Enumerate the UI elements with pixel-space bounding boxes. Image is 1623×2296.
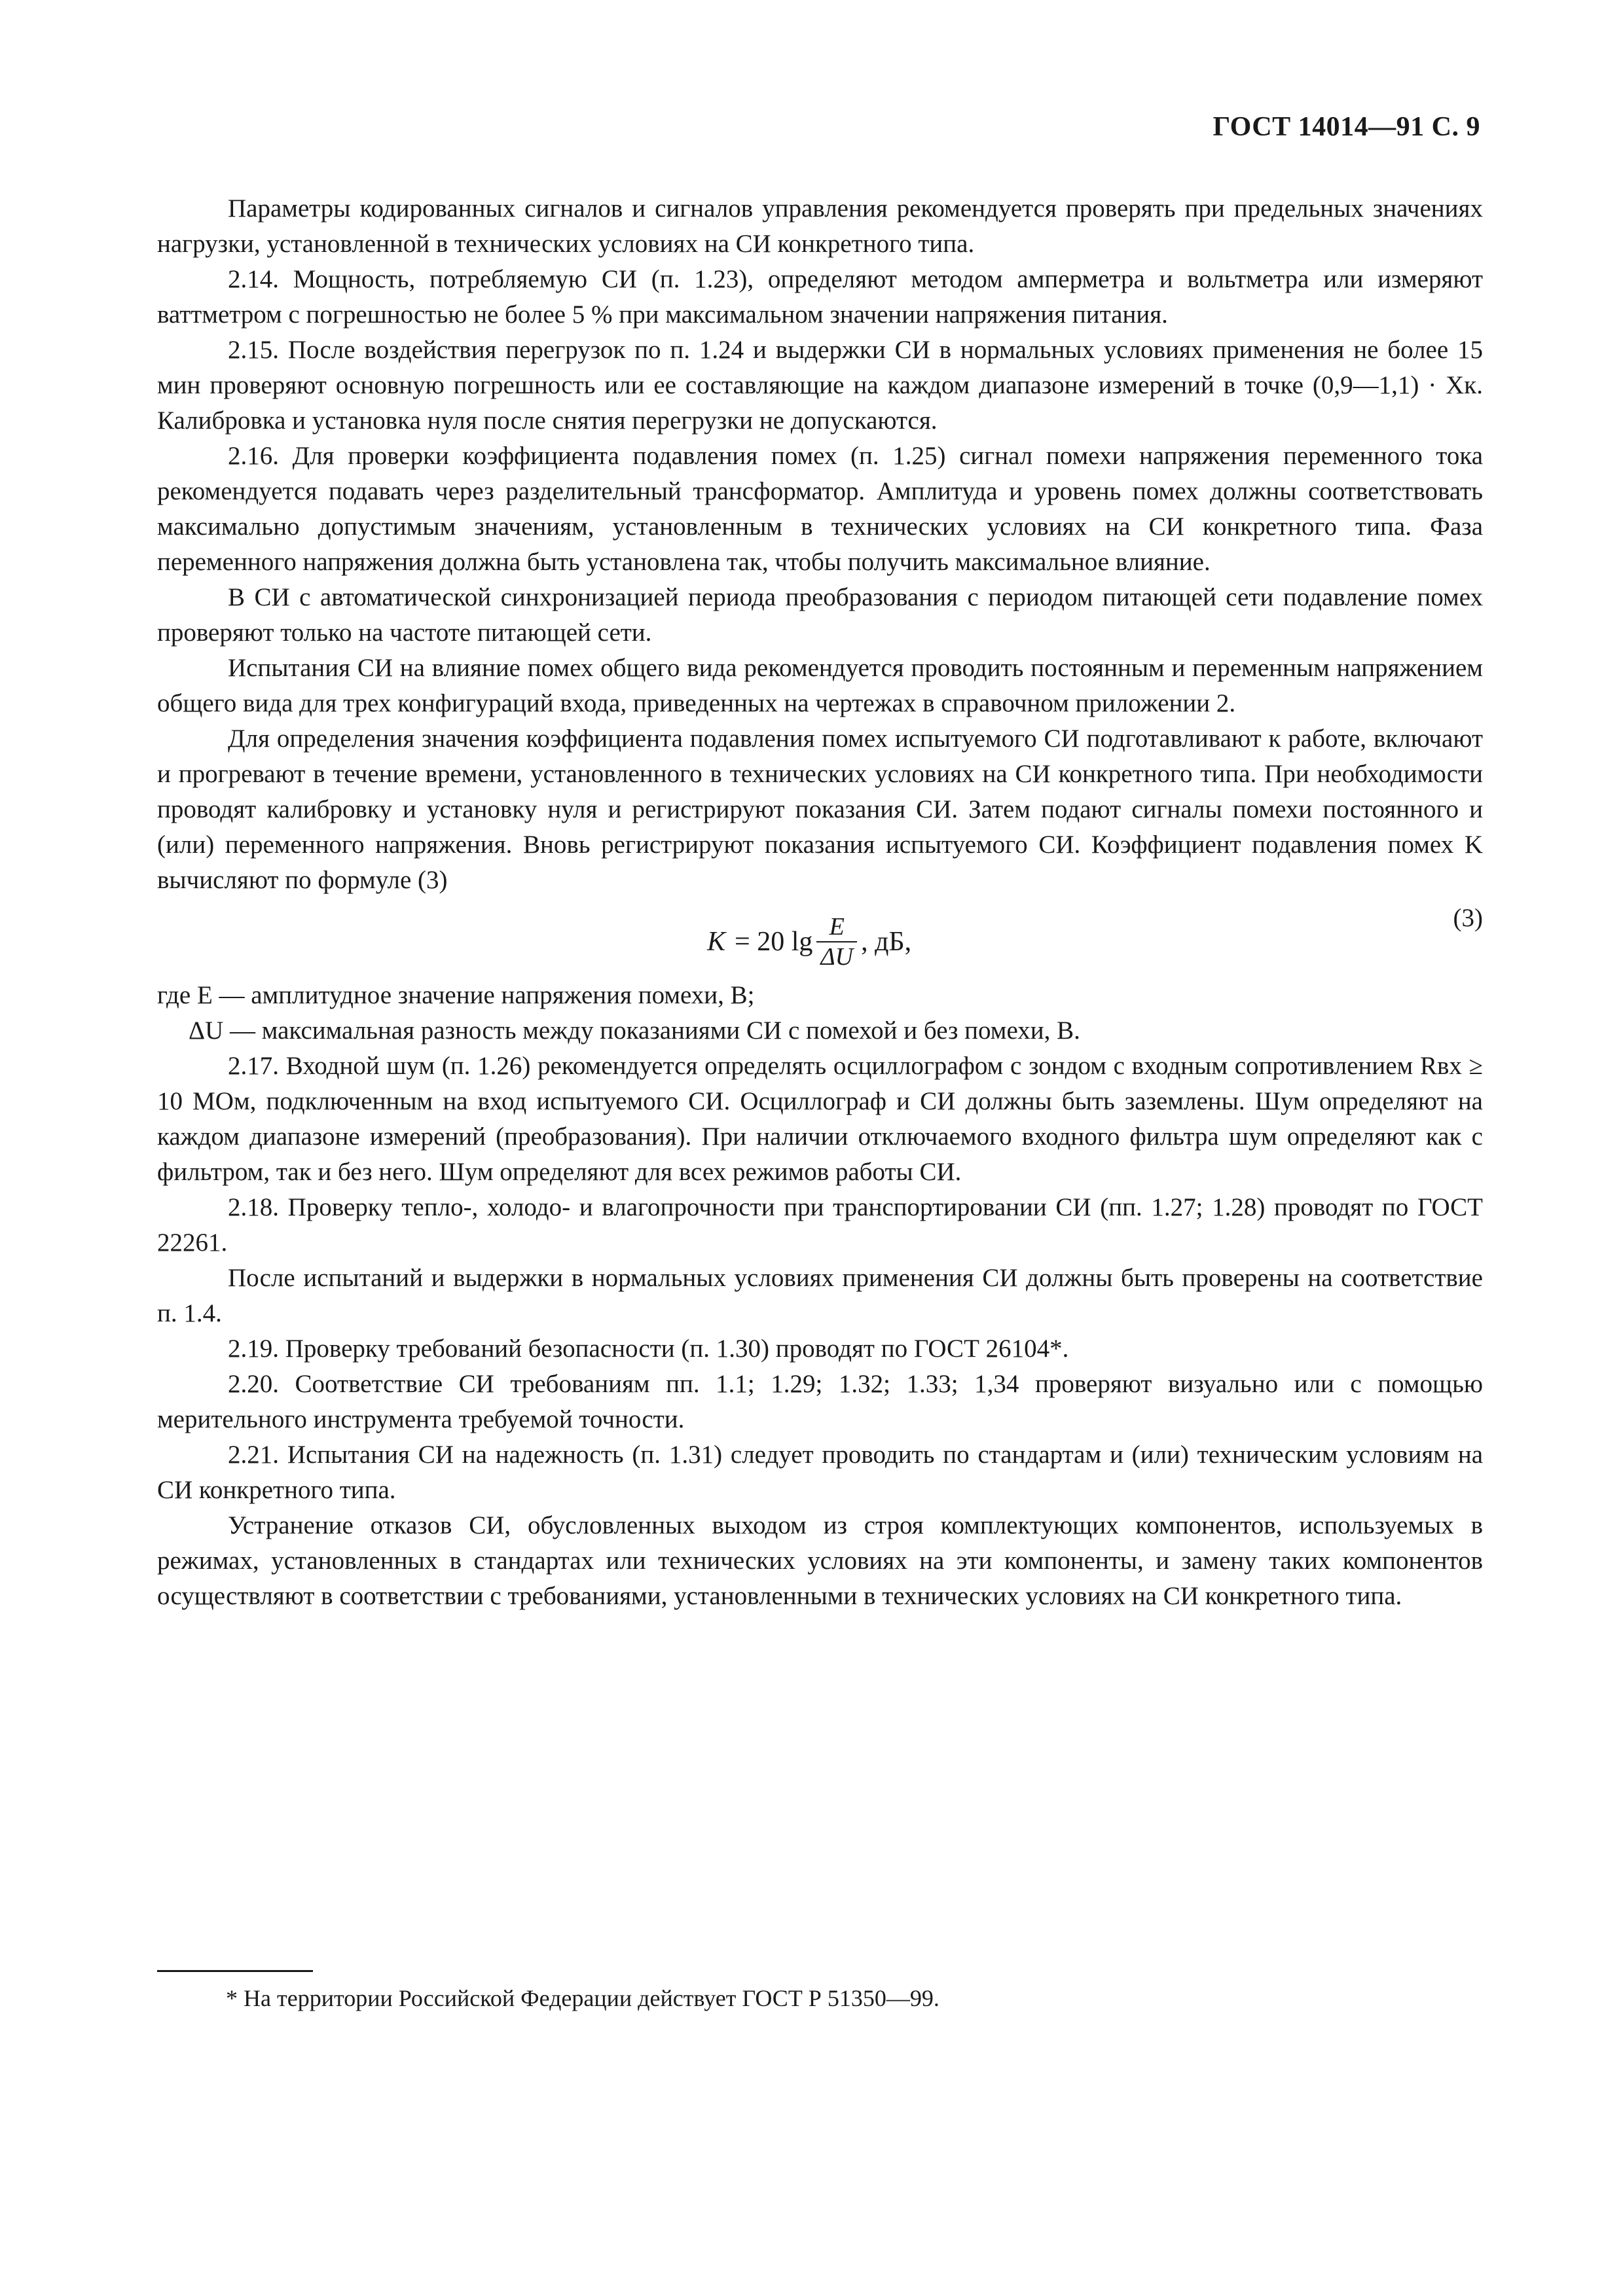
document-body (157, 191, 1483, 1614)
paragraph: Испытания СИ на влияние помех общего вида рекомендуется проводить постоянным и переменным напряжением общего вида для трех конфигураций входа, приведенных на чертежах в справочном приложении 2. (157, 654, 1483, 717)
paragraph-2-17: 2.17. Входной шум (п. 1.26) рекомендуется определять осциллографом с зондом с входным сопротивлением Rвх ≥ 10 МОм, подключенным на вход испытуемого СИ. Осциллограф и СИ должны быть заземлены. Шум определяют на каждом диапазоне измерений (преобразования). При наличии отключаемого входного фильтра шум определяют как с фильтром, так и без него. Шум определяют для всех режимов работы СИ. (157, 1052, 1483, 1186)
footnote: * На территории Российской Федерации действует ГОСТ Р 51350—99. (226, 1985, 939, 2011)
formula-lhs: K (707, 927, 726, 957)
where-block (157, 978, 1483, 1049)
footnote-divider (157, 1970, 313, 1972)
where-line: ΔU — максимальная разность между показаниями СИ с помехой и без помехи, В. (189, 1016, 1080, 1045)
formula-fraction (816, 912, 857, 971)
paragraph: После испытаний и выдержки в нормальных условиях применения СИ должны быть проверены на соответствие п. 1.4. (157, 1264, 1483, 1327)
paragraph: В СИ с автоматической синхронизацией периода преобразования с периодом питающей сети подавление помех проверяют только на частоте питающей сети. (157, 583, 1483, 647)
paragraph-2-20: 2.20. Соответствие СИ требованиям пп. 1.1; 1.29; 1.32; 1.33; 1,34 проверяют визуально или с помощью мерительного инструмента требуемой точности. (157, 1370, 1483, 1433)
formula-expression (707, 912, 911, 971)
where-line: где E — амплитудное значение напряжения помехи, В; (157, 981, 755, 1009)
paragraph-2-19: 2.19. Проверку требований безопасности (п. 1.30) проводят по ГОСТ 26104*. (228, 1335, 1069, 1363)
formula-unit: , дБ, (861, 927, 912, 957)
page-header: ГОСТ 14014—91 С. 9 (1213, 112, 1480, 142)
paragraph-2-16: 2.16. Для проверки коэффициента подавления помех (п. 1.25) сигнал помехи напряжения переменного тока рекомендуется подавать через разделительный трансформатор. Амплитуда и уровень помех должны соответствовать максимально допустимым значениям, установленным в технических условиях на СИ конкретного типа. Фаза переменного напряжения должна быть установлена так, чтобы получить максимальное влияние. (157, 442, 1483, 576)
formula-denominator: ΔU (816, 941, 857, 971)
paragraph-2-15: 2.15. После воздействия перегрузок по п. 1.24 и выдержки СИ в нормальных условиях применения не более 15 мин проверяют основную погрешность или ее составляющие на каждом диапазоне измерений в точке (0,9—1,1) · Xк. Калибровка и установка нуля после снятия перегрузки не допускаются. (157, 336, 1483, 435)
paragraph-2-14: 2.14. Мощность, потребляемую СИ (п. 1.23), определяют методом амперметра и вольтметра или измеряют ваттметром с погрешностью не более 5 % при максимальном значении напряжения питания. (157, 265, 1483, 329)
paragraph: Устранение отказов СИ, обусловленных выходом из строя комплектующих компонентов, используемых в режимах, установленных в стандартах или технических условиях на эти компоненты, и замену таких компонентов осуществляют в соответствии с требованиями, установленными в технических условиях на СИ конкретного типа. (157, 1511, 1483, 1610)
paragraph: Параметры кодированных сигналов и сигналов управления рекомендуется проверять при предельных значениях нагрузки, установленной в технических условиях на СИ конкретного типа. (157, 194, 1483, 258)
paragraph: Для определения значения коэффициента подавления помех испытуемого СИ подготавливают к работе, включают и прогревают в течение времени, установленного в технических условиях на СИ конкретного типа. При необходимости проводят калибровку и установку нуля и регистрируют показания СИ. Затем подают сигналы помехи постоянного и (или) переменного напряжения. Вновь регистрируют показания испытуемого СИ. Коэффициент подавления помех K вычисляют по формуле (3) (157, 725, 1483, 894)
paragraph-2-18: 2.18. Проверку тепло-, холодо- и влагопрочности при транспортировании СИ (пп. 1.27; 1.28) проводят по ГОСТ 22261. (157, 1193, 1483, 1257)
equation-number: (3) (1453, 904, 1483, 932)
formula-3 (157, 901, 1483, 978)
paragraph-2-21: 2.21. Испытания СИ на надежность (п. 1.31) следует проводить по стандартам и (или) техническим условиям на СИ конкретного типа. (157, 1441, 1483, 1504)
formula-eq: = 20 lg (735, 927, 813, 957)
formula-numerator: E (829, 913, 845, 941)
